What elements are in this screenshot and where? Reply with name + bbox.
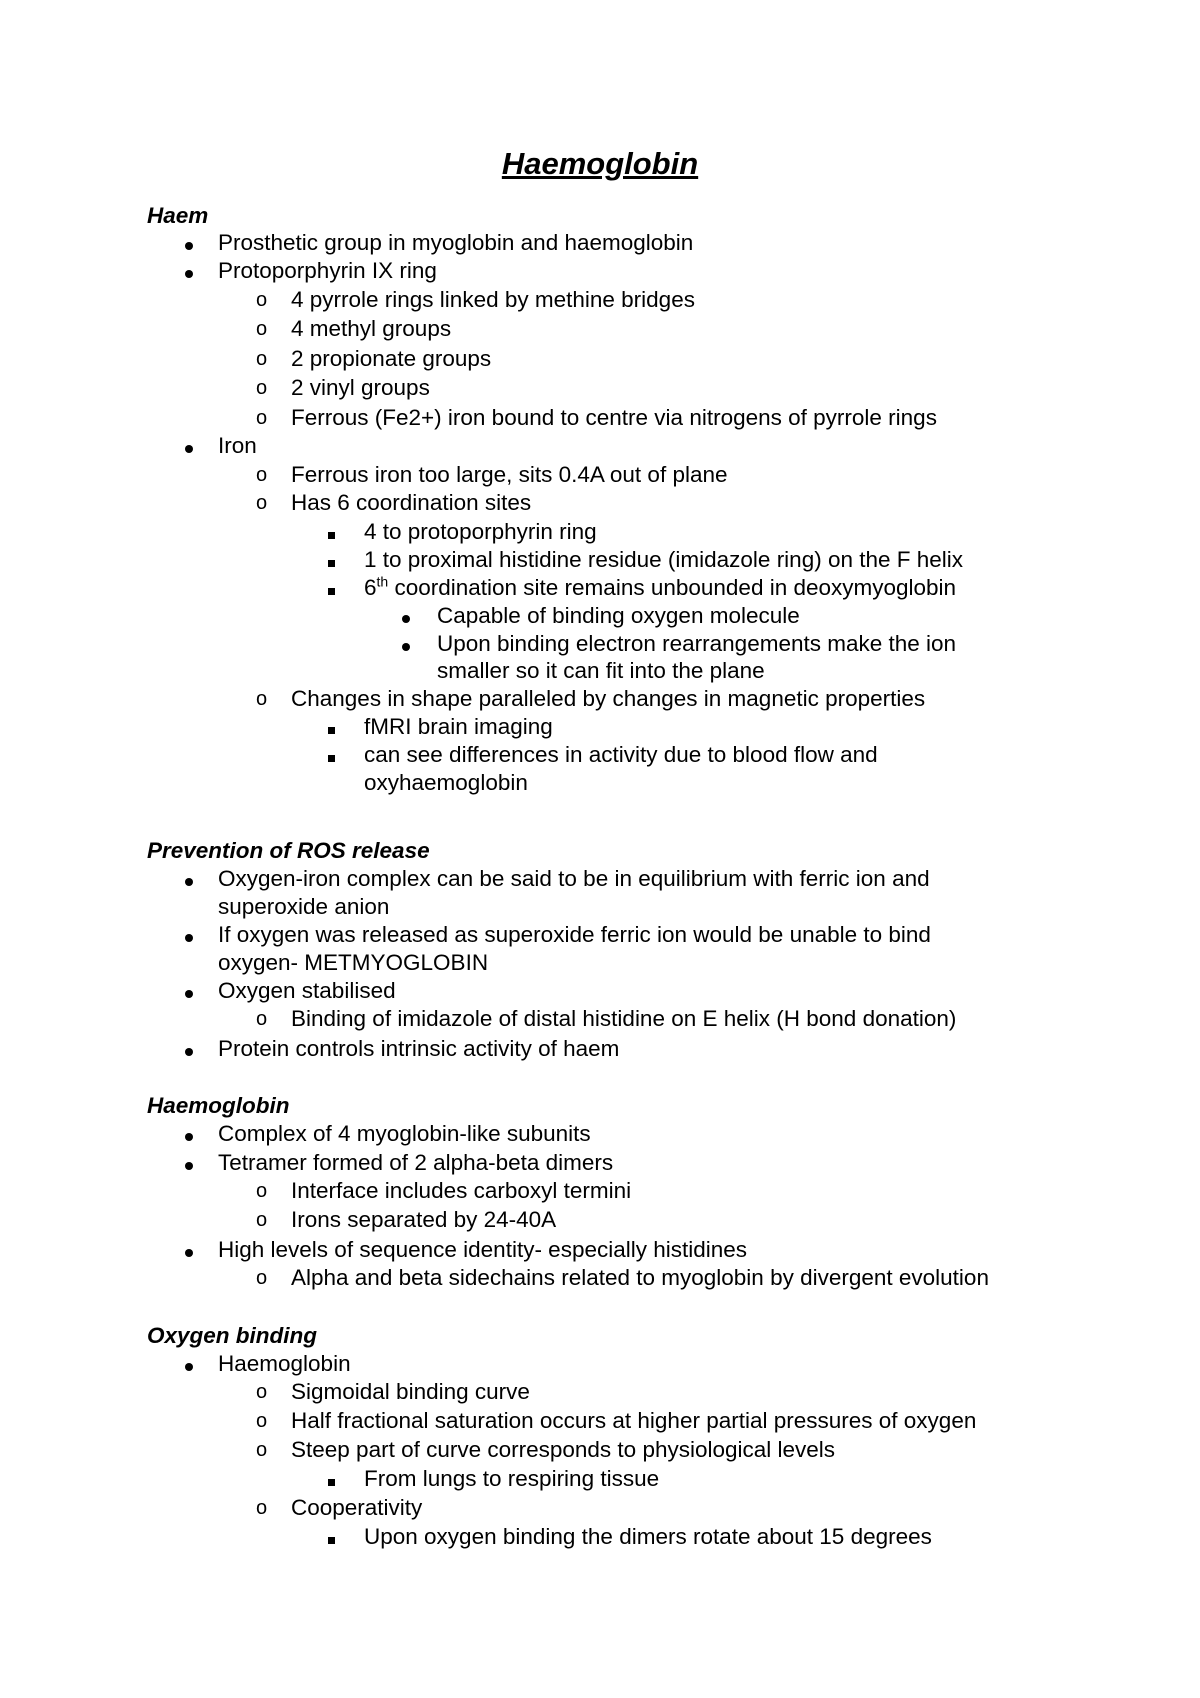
list-item: Tetramer formed of 2 alpha-beta dimers xyxy=(218,1149,613,1177)
bullet-circle-icon: o xyxy=(256,1410,268,1432)
bullet-circle-icon: o xyxy=(256,348,268,370)
bullet-square-icon xyxy=(328,741,335,769)
bullet-circle-icon: o xyxy=(256,492,268,514)
list-item: o Interface includes carboxyl termini xyxy=(256,1178,632,1203)
bullet-circle-icon: o xyxy=(256,1497,268,1519)
list-item: Upon binding electron rearrangements make the ion xyxy=(437,630,956,658)
bullet-circle-icon: o xyxy=(256,1008,268,1030)
bullet-dot-icon xyxy=(185,865,193,893)
bullet-circle-icon: o xyxy=(256,1180,268,1202)
list-item: fMRI brain imaging xyxy=(364,713,553,741)
list-item: Protoporphyrin IX ring xyxy=(218,257,437,285)
bullet-square-icon xyxy=(328,713,335,741)
list-item: o Alpha and beta sidechains related to myoglobin by divergent evolution xyxy=(256,1265,989,1290)
bullet-square-icon xyxy=(328,518,335,546)
list-item: o Steep part of curve corresponds to physiological levels xyxy=(256,1437,836,1462)
list-item: o Ferrous (Fe2+) iron bound to centre via nitrogens of pyrrole rings xyxy=(256,405,937,430)
bullet-dot-icon xyxy=(185,977,193,1005)
list-item-continuation: oxyhaemoglobin xyxy=(364,770,528,795)
bullet-circle-icon: o xyxy=(256,289,268,311)
bullet-dot-icon xyxy=(185,921,193,949)
list-item: Oxygen stabilised xyxy=(218,977,396,1005)
list-item: Haemoglobin xyxy=(218,1350,351,1378)
list-item: Capable of binding oxygen molecule xyxy=(437,602,800,630)
list-item: 4 to protoporphyrin ring xyxy=(364,518,597,546)
section-heading-ros: Prevention of ROS release xyxy=(147,838,430,863)
list-item: o Ferrous iron too large, sits 0.4A out of plane xyxy=(256,462,728,487)
bullet-circle-icon: o xyxy=(256,1267,268,1289)
bullet-dot-icon xyxy=(402,602,410,630)
bullet-circle-icon: o xyxy=(256,1439,268,1461)
list-item: o Cooperativity xyxy=(256,1495,423,1520)
bullet-dot-icon xyxy=(402,630,410,658)
bullet-circle-icon: o xyxy=(256,464,268,486)
bullet-dot-icon xyxy=(185,1350,193,1378)
list-item: Prosthetic group in myoglobin and haemoglobin xyxy=(218,229,693,257)
list-item-continuation: superoxide anion xyxy=(218,894,390,919)
list-item: Complex of 4 myoglobin-like subunits xyxy=(218,1120,591,1148)
list-item: Oxygen-iron complex can be said to be in equilibrium with ferric ion and xyxy=(218,865,930,893)
bullet-square-icon xyxy=(328,546,335,574)
bullet-dot-icon xyxy=(185,1236,193,1264)
section-heading-haem: Haem xyxy=(147,203,209,228)
list-item: o 2 vinyl groups xyxy=(256,375,430,400)
bullet-square-icon xyxy=(328,574,335,602)
list-item: o 4 methyl groups xyxy=(256,316,452,341)
list-item-continuation: smaller so it can fit into the plane xyxy=(437,658,765,683)
list-item: o Has 6 coordination sites xyxy=(256,490,532,515)
page-title: Haemoglobin xyxy=(501,146,699,181)
list-item: o Half fractional saturation occurs at higher partial pressures of oxygen xyxy=(256,1408,977,1433)
bullet-dot-icon xyxy=(185,1120,193,1148)
list-item: can see differences in activity due to blood flow and xyxy=(364,741,878,769)
bullet-circle-icon: o xyxy=(256,318,268,340)
list-item: High levels of sequence identity- especially histidines xyxy=(218,1236,747,1264)
section-heading-haemoglobin: Haemoglobin xyxy=(147,1093,290,1118)
bullet-dot-icon xyxy=(185,432,193,460)
list-item: From lungs to respiring tissue xyxy=(364,1465,659,1493)
list-item: 1 to proximal histidine residue (imidazole ring) on the F helix xyxy=(364,546,963,574)
list-item: o 2 propionate groups xyxy=(256,346,492,371)
list-item: If oxygen was released as superoxide ferric ion would be unable to bind xyxy=(218,921,931,949)
list-item: o Binding of imidazole of distal histidine on E helix (H bond donation) xyxy=(256,1006,957,1031)
bullet-dot-icon xyxy=(185,257,193,285)
bullet-square-icon xyxy=(328,1523,335,1551)
bullet-circle-icon: o xyxy=(256,377,268,399)
bullet-dot-icon xyxy=(185,229,193,257)
bullet-circle-icon: o xyxy=(256,1209,268,1231)
bullet-circle-icon: o xyxy=(256,688,268,710)
section-heading-oxygen-binding: Oxygen binding xyxy=(147,1323,318,1348)
list-item: o Sigmoidal binding curve xyxy=(256,1379,530,1404)
list-item: o Changes in shape paralleled by changes in magnetic properties xyxy=(256,686,926,711)
list-item: Upon oxygen binding the dimers rotate about 15 degrees xyxy=(364,1523,932,1551)
bullet-dot-icon xyxy=(185,1035,193,1063)
list-item: o Irons separated by 24-40A xyxy=(256,1207,557,1232)
list-item: o 4 pyrrole rings linked by methine bridges xyxy=(256,287,695,312)
bullet-square-icon xyxy=(328,1465,335,1493)
list-item: 6th coordination site remains unbounded in deoxymyoglobin xyxy=(364,574,956,602)
bullet-circle-icon: o xyxy=(256,1381,268,1403)
list-item-continuation: oxygen- METMYOGLOBIN xyxy=(218,950,489,975)
bullet-dot-icon xyxy=(185,1149,193,1177)
list-item: Iron xyxy=(218,432,257,460)
list-item: Protein controls intrinsic activity of haem xyxy=(218,1035,619,1063)
bullet-circle-icon: o xyxy=(256,407,268,429)
